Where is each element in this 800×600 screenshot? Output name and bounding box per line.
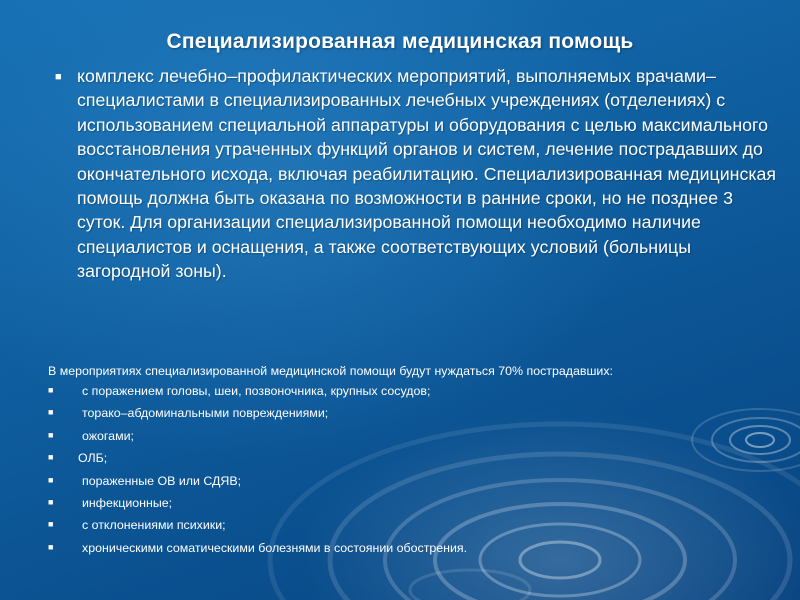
square-bullet-icon: ■ xyxy=(48,541,54,552)
square-bullet-icon: ■ xyxy=(48,429,54,440)
square-bullet-icon: ■ xyxy=(55,71,62,83)
list-item: ■ торако–абдоминальными повреждениями; xyxy=(48,406,329,421)
list-item: ■ пораженные ОВ или СДЯВ; xyxy=(48,473,242,488)
square-bullet-icon: ■ xyxy=(48,385,54,395)
list-item: ■ хроническими соматическими болезнями в состоянии обострения. xyxy=(48,540,468,555)
intro-line: В мероприятиях специализированной медицинской помощи будут нуждаться 70% пострадавших: xyxy=(48,364,613,378)
list-item: ■ инфекционные; xyxy=(48,495,173,510)
list-item: ■ ожогами; xyxy=(48,428,134,443)
square-bullet-icon: ■ xyxy=(48,474,54,485)
square-bullet-icon: ■ xyxy=(48,452,54,463)
square-bullet-icon: ■ xyxy=(48,496,54,507)
list-item: ■ ОЛБ; xyxy=(48,451,108,466)
square-bullet-icon: ■ xyxy=(48,519,54,530)
list-item: ■ с поражением головы, шеи, позвоночника, крупных сосудов; xyxy=(48,384,431,398)
square-bullet-icon: ■ xyxy=(48,407,54,418)
slide-title: Специализированная медицинская помощь xyxy=(166,30,634,53)
main-paragraph: комплекс лечебно–профилактических мероприятий, выполняемых врачами–специалистами в специализированных лечебных учреждениях (отделениях) с использованием специальной аппаратуры и оборудования с целью максимального восстановления утраченных функций органов и систем, лечение пострадавших до окончательного исхода, включая реабилитацию. Специализированная медицинская помощь должна быть оказана по возможности в ранние сроки, но не позднее 3 суток. Для организации специализированной помощи необходимо наличие специалистов и оснащения, а также соответствующих условий (больницы загородной зоны). xyxy=(77,66,777,282)
casualty-list xyxy=(48,383,788,562)
list-item: ■ с отклонениями психики; xyxy=(48,518,226,533)
